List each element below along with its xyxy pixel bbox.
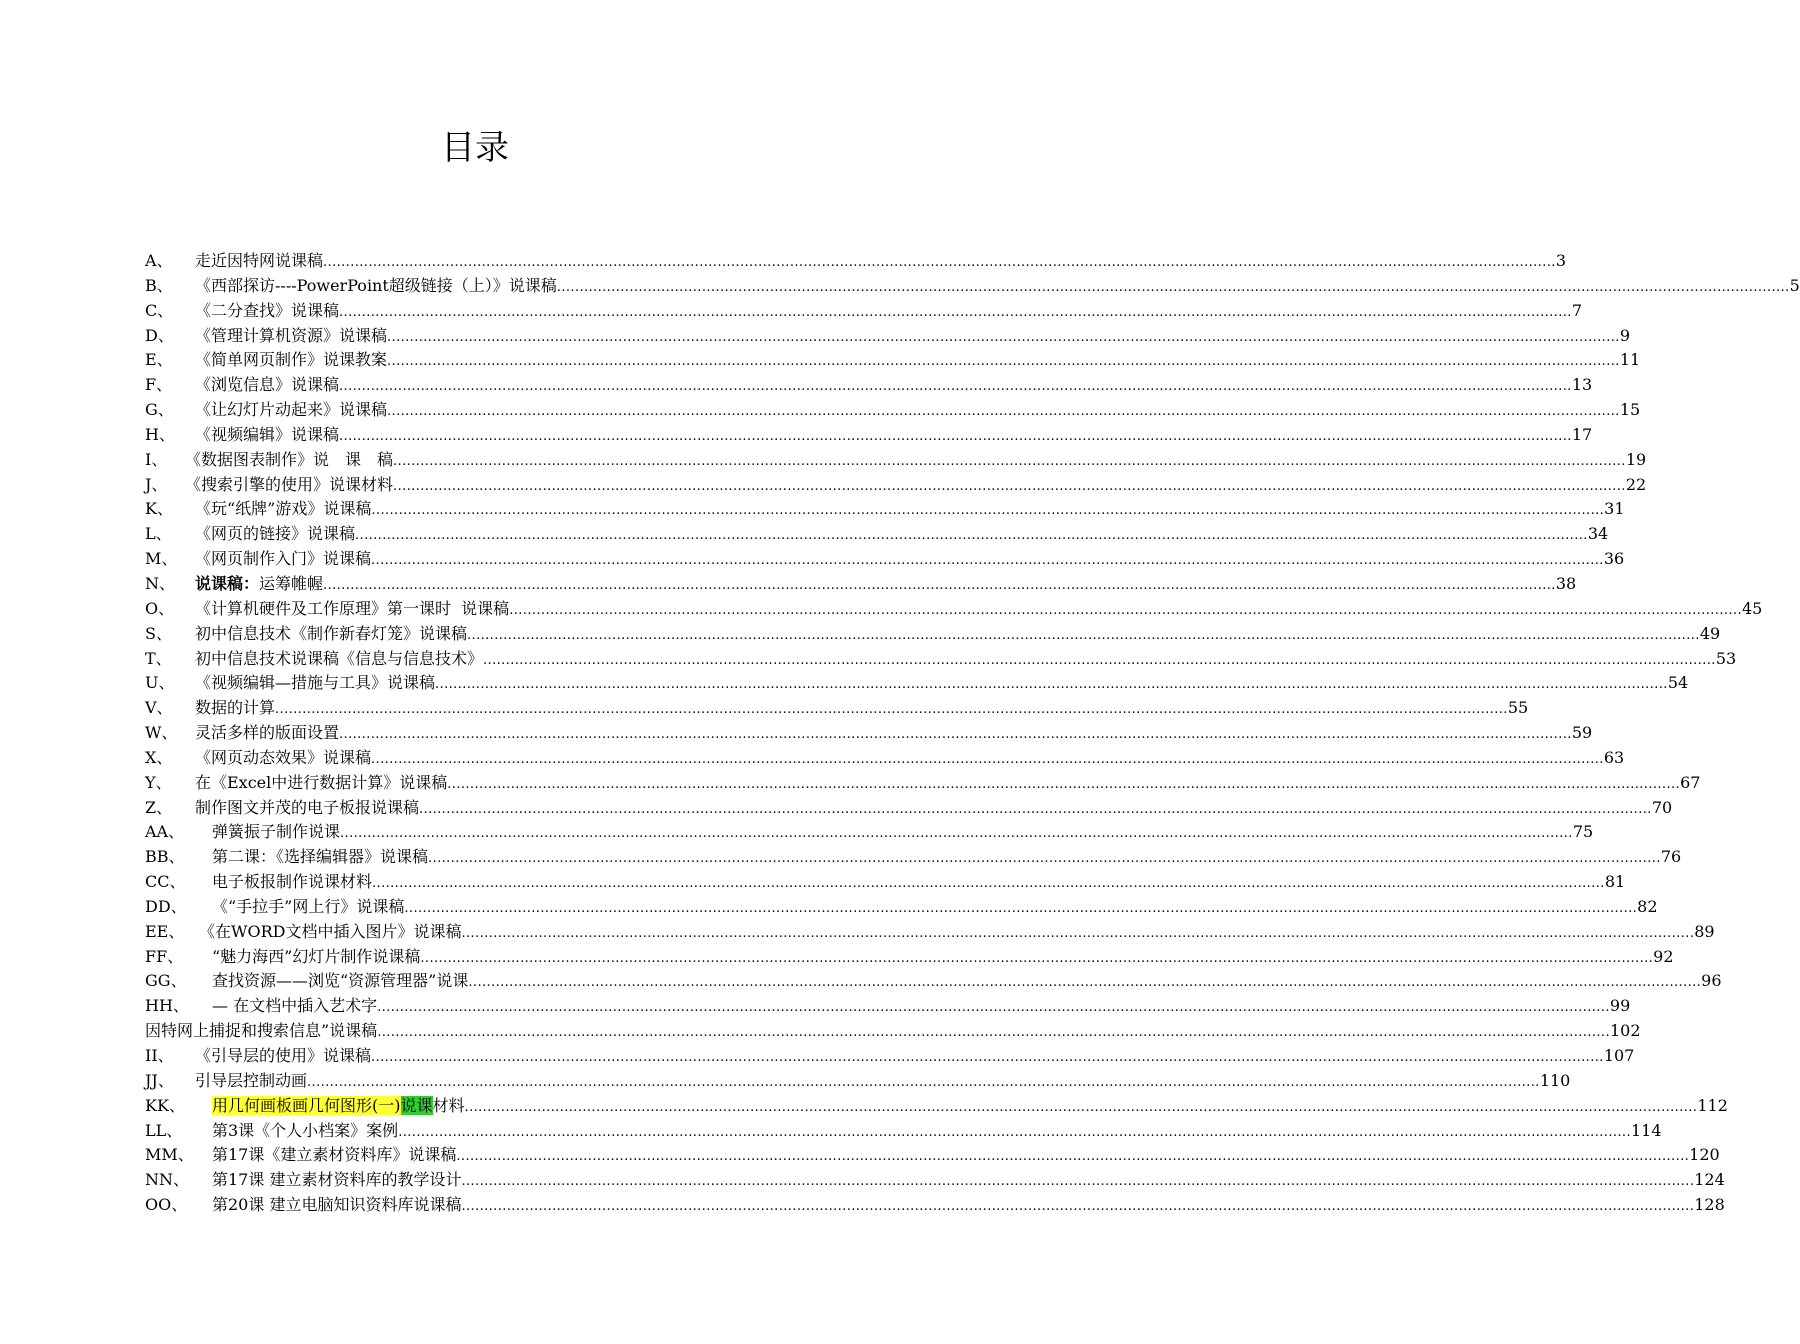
entry-label: B、 xyxy=(145,275,173,295)
toc-entry-w[interactable] xyxy=(145,721,1593,746)
entry-title: 《管理计算机资源》说课稿 xyxy=(195,325,388,345)
dot-leader xyxy=(339,723,1572,748)
entry-label: Y、 xyxy=(145,772,172,792)
entry-title: 在《Excel中进行数据计算》说课稿 xyxy=(195,772,448,792)
toc-entry-a[interactable] xyxy=(145,249,1566,274)
entry-title: 《在WORD文档中插入图片》说课稿 xyxy=(199,921,462,941)
dot-leader xyxy=(461,922,1694,947)
toc-entry-n[interactable] xyxy=(145,572,1577,597)
entry-label: II、 xyxy=(145,1046,174,1065)
dot-leader xyxy=(509,599,1742,624)
toc-entry-g[interactable] xyxy=(145,398,1641,423)
toc-entry-dd[interactable] xyxy=(145,895,1658,920)
entry-title: 《计算机硬件及工作原理》第一课时 说课稿 xyxy=(195,598,510,618)
dot-leader xyxy=(387,326,1620,351)
entry-label: EE、 xyxy=(145,921,185,941)
toc-entry-b[interactable] xyxy=(145,274,1800,299)
entry-page-number: 7 xyxy=(1571,300,1582,320)
entry-title: 《让幻灯片动起来》说课稿 xyxy=(195,400,388,420)
toc-entry-v[interactable] xyxy=(145,696,1529,721)
entry-page-number: 76 xyxy=(1660,847,1682,867)
toc-entry-aa[interactable] xyxy=(145,820,1594,845)
entry-title: 《“手拉手”网上行》说课稿 xyxy=(212,896,405,916)
entry-page-number: 54 xyxy=(1667,673,1689,693)
entry-label: E、 xyxy=(145,350,173,370)
toc-entry-oo[interactable] xyxy=(145,1193,1725,1218)
entry-title: 因特网上捕捉和搜索信息”说课稿 xyxy=(145,1021,378,1041)
entry-page-number: 114 xyxy=(1630,1120,1662,1140)
entry-title: 初中信息技术说课稿《信息与信息技术》 xyxy=(195,648,484,668)
entry-title: 《玩“纸牌”游戏》说课稿 xyxy=(195,499,372,519)
toc-entry-bb[interactable] xyxy=(145,845,1682,870)
entry-page-number: 11 xyxy=(1619,350,1641,370)
entry-label: M、 xyxy=(145,549,178,569)
dot-leader xyxy=(465,1096,1698,1121)
entry-page-number: 110 xyxy=(1539,1070,1571,1090)
dot-leader xyxy=(404,897,1637,922)
toc-entry-mm[interactable] xyxy=(145,1143,1720,1168)
dot-leader xyxy=(456,1145,1689,1170)
toc-entry-u[interactable] xyxy=(145,671,1689,696)
toc-entry-hh[interactable] xyxy=(145,994,1631,1019)
entry-page-number: 92 xyxy=(1653,946,1674,966)
dot-leader xyxy=(275,698,1508,723)
entry-title: 弹簧振子制作说课 xyxy=(212,822,341,842)
dot-leader xyxy=(447,773,1680,798)
entry-page-number: 34 xyxy=(1587,524,1609,544)
dot-leader xyxy=(387,350,1620,375)
dot-leader xyxy=(467,624,1700,649)
entry-label: Z、 xyxy=(145,797,173,817)
dot-leader xyxy=(435,673,1668,698)
dot-leader xyxy=(420,947,1653,972)
entry-title-highlight-green: 说课 xyxy=(400,1095,433,1115)
entry-label: BB、 xyxy=(145,847,185,867)
entry-title: 第17课《建立素材资料库》说课稿 xyxy=(212,1145,457,1165)
entry-title: 制作图文并茂的电子板报说课稿 xyxy=(195,797,420,817)
entry-title: 《搜索引擎的使用》说课材料 xyxy=(185,474,394,494)
entry-label: D、 xyxy=(145,325,174,345)
entry-title-bold: 说课稿： xyxy=(195,573,260,593)
dot-leader xyxy=(371,748,1604,773)
entry-title: 第20课 建立电脑知识资料库说课稿 xyxy=(212,1195,462,1215)
entry-label: S、 xyxy=(145,623,172,643)
entry-page-number: 128 xyxy=(1694,1195,1725,1215)
entry-title: 查找资源——浏览“资源管理器”说课 xyxy=(212,971,469,991)
entry-page-number: 5 xyxy=(1789,275,1800,295)
dot-leader xyxy=(398,1121,1631,1146)
entry-page-number: 49 xyxy=(1699,623,1721,643)
entry-title: 第3课《个人小档案》案例 xyxy=(212,1120,399,1140)
entry-page-number: 124 xyxy=(1694,1170,1725,1190)
entry-page-number: 75 xyxy=(1572,822,1594,842)
toc-entry-l[interactable] xyxy=(145,522,1609,547)
dot-leader xyxy=(339,375,1572,400)
entry-page-number: 22 xyxy=(1625,474,1647,494)
entry-label: OO、 xyxy=(145,1195,188,1215)
entry-title: 《简单网页制作》说课教案 xyxy=(195,350,388,370)
entry-label: KK、 xyxy=(145,1095,185,1115)
dot-leader xyxy=(372,872,1605,897)
dot-leader xyxy=(393,475,1626,500)
entry-title xyxy=(195,572,323,597)
dot-leader xyxy=(307,1071,1540,1096)
entry-label: JJ、 xyxy=(145,1070,174,1090)
toc-entry-k[interactable] xyxy=(145,497,1625,522)
entry-title: 第17课 建立素材资料库的教学设计 xyxy=(212,1170,462,1190)
dot-leader xyxy=(377,996,1610,1021)
toc-entry-z[interactable] xyxy=(145,796,1673,821)
dot-leader xyxy=(461,1195,1694,1220)
entry-label: H、 xyxy=(145,424,175,444)
entry-title: 《网页制作入门》说课稿 xyxy=(195,549,372,569)
entry-page-number: 63 xyxy=(1603,747,1625,767)
dot-leader xyxy=(557,276,1790,301)
entry-page-number: 45 xyxy=(1741,598,1763,618)
entry-label: W、 xyxy=(145,723,178,743)
dot-leader xyxy=(428,847,1661,872)
entry-label: GG、 xyxy=(145,971,187,991)
entry-label: X、 xyxy=(145,747,173,767)
entry-title: 《数据图表制作》说 课 稿 xyxy=(185,449,394,469)
table-of-contents xyxy=(145,249,1800,1218)
toc-entry-ff[interactable] xyxy=(145,945,1674,970)
entry-label: HH、 xyxy=(145,996,189,1016)
page-title: 目录 xyxy=(441,128,509,168)
entry-label: N、 xyxy=(145,573,176,593)
entry-page-number: 82 xyxy=(1637,896,1658,916)
toc-entry-nn[interactable] xyxy=(145,1168,1725,1193)
entry-label: T、 xyxy=(145,648,172,668)
entry-page-number: 17 xyxy=(1571,424,1593,444)
entry-title: 数据的计算 xyxy=(195,698,276,718)
entry-title: 《西部探访----PowerPoint超级链接（上）》说课稿 xyxy=(195,275,557,295)
entry-page-number: 112 xyxy=(1697,1095,1728,1115)
toc-entry-cc[interactable] xyxy=(145,870,1626,895)
toc-entry-s[interactable] xyxy=(145,622,1721,647)
entry-title: 第二课：《选择编辑器》说课稿 xyxy=(212,847,429,867)
dot-leader xyxy=(371,499,1604,524)
entry-page-number: 99 xyxy=(1609,996,1631,1016)
dot-leader xyxy=(355,524,1588,549)
entry-label: F、 xyxy=(145,375,173,395)
entry-page-number: 96 xyxy=(1701,971,1722,991)
toc-entry-d[interactable] xyxy=(145,324,1630,349)
entry-page-number: 9 xyxy=(1619,325,1630,345)
entry-title: 灵活多样的版面设置 xyxy=(195,723,340,743)
entry-title: 《网页动态效果》说课稿 xyxy=(195,747,372,767)
toc-entry-j[interactable] xyxy=(145,473,1647,498)
entry-page-number: 70 xyxy=(1651,797,1673,817)
entry-page-number: 102 xyxy=(1609,1021,1641,1041)
entry-page-number: 53 xyxy=(1715,648,1737,668)
toc-entry-o[interactable] xyxy=(145,597,1763,622)
dot-leader xyxy=(339,425,1572,450)
toc-entry-c[interactable] xyxy=(145,299,1582,324)
entry-label: CC、 xyxy=(145,872,186,892)
entry-title: 《视频编辑》说课稿 xyxy=(195,424,340,444)
entry-title: 《二分查找》说课稿 xyxy=(195,300,340,320)
toc-entry-ee[interactable] xyxy=(145,920,1715,945)
dot-leader xyxy=(377,1021,1610,1046)
entry-title-rest: 运筹帷幄 xyxy=(259,573,324,593)
entry-page-number: 31 xyxy=(1604,499,1625,519)
entry-title-rest: 材料 xyxy=(432,1095,465,1115)
entry-page-number: 3 xyxy=(1555,251,1566,270)
toc-entry-m[interactable] xyxy=(145,547,1625,572)
toc-entry-ii[interactable] xyxy=(145,1044,1635,1069)
entry-page-number: 15 xyxy=(1619,400,1641,420)
toc-entry-h[interactable] xyxy=(145,423,1593,448)
entry-page-number: 59 xyxy=(1571,723,1593,743)
entry-title: 走近因特网说课稿 xyxy=(195,251,324,270)
entry-label: AA、 xyxy=(145,822,185,842)
entry-label: MM、 xyxy=(145,1145,194,1165)
toc-entry-kk[interactable] xyxy=(145,1094,1728,1119)
entry-label: DD、 xyxy=(145,896,187,916)
entry-title: 引导层控制动画 xyxy=(195,1070,308,1090)
toc-entry-continued[interactable] xyxy=(145,1019,1641,1044)
toc-entry-t[interactable] xyxy=(145,647,1737,672)
dot-leader xyxy=(340,822,1573,847)
entry-label: LL、 xyxy=(145,1120,183,1140)
entry-title: 电子板报制作说课材料 xyxy=(212,872,373,892)
toc-entry-jj[interactable] xyxy=(145,1069,1571,1094)
toc-entry-x[interactable] xyxy=(145,746,1625,771)
toc-entry-y[interactable] xyxy=(145,771,1701,796)
toc-entry-f[interactable] xyxy=(145,373,1593,398)
entry-title: 《视频编辑—措施与工具》说课稿 xyxy=(195,673,436,693)
entry-page-number: 107 xyxy=(1603,1046,1635,1065)
entry-page-number: 36 xyxy=(1603,549,1625,569)
dot-leader xyxy=(339,301,1572,326)
entry-title: 《引导层的使用》说课稿 xyxy=(195,1046,372,1065)
dot-leader xyxy=(393,450,1626,475)
entry-label: U、 xyxy=(145,673,175,693)
entry-page-number: 19 xyxy=(1625,449,1647,469)
entry-label: J、 xyxy=(145,474,168,494)
entry-page-number: 67 xyxy=(1680,772,1701,792)
entry-title: — 在文档中插入艺术字 xyxy=(212,996,378,1016)
entry-title: 《网页的链接》说课稿 xyxy=(195,524,356,544)
dot-leader xyxy=(371,1046,1604,1071)
entry-title: 初中信息技术《制作新春灯笼》说课稿 xyxy=(195,623,468,643)
entry-title xyxy=(212,1094,465,1119)
entry-title: 《浏览信息》说课稿 xyxy=(195,375,340,395)
dot-leader xyxy=(323,251,1556,276)
entry-label: I、 xyxy=(145,449,168,469)
entry-label: V、 xyxy=(145,698,173,718)
entry-label: NN、 xyxy=(145,1170,190,1190)
entry-label: FF、 xyxy=(145,946,184,966)
dot-leader xyxy=(468,971,1701,996)
entry-page-number: 89 xyxy=(1694,921,1715,941)
dot-leader xyxy=(483,649,1716,674)
dot-leader xyxy=(387,400,1620,425)
entry-label: A、 xyxy=(145,251,173,270)
dot-leader xyxy=(419,798,1652,823)
entry-label: K、 xyxy=(145,499,173,519)
toc-entry-ll[interactable] xyxy=(145,1119,1662,1144)
entry-page-number: 55 xyxy=(1507,698,1529,718)
toc-entry-i[interactable] xyxy=(145,448,1647,473)
entry-page-number: 13 xyxy=(1571,375,1593,395)
entry-page-number: 38 xyxy=(1555,573,1577,593)
entry-page-number: 120 xyxy=(1689,1145,1720,1165)
dot-leader xyxy=(323,574,1556,599)
entry-title: “魅力海西”幻灯片制作说课稿 xyxy=(212,946,421,966)
dot-leader xyxy=(371,549,1604,574)
entry-label: O、 xyxy=(145,598,175,618)
entry-label: C、 xyxy=(145,300,174,320)
dot-leader xyxy=(461,1170,1694,1195)
entry-label: L、 xyxy=(145,524,172,544)
toc-entry-gg[interactable] xyxy=(145,969,1722,994)
entry-label: G、 xyxy=(145,400,174,420)
entry-page-number: 81 xyxy=(1604,872,1626,892)
toc-entry-e[interactable] xyxy=(145,348,1641,373)
entry-title-highlight-yellow: 用几何画板画几何图形(一) xyxy=(212,1095,401,1115)
